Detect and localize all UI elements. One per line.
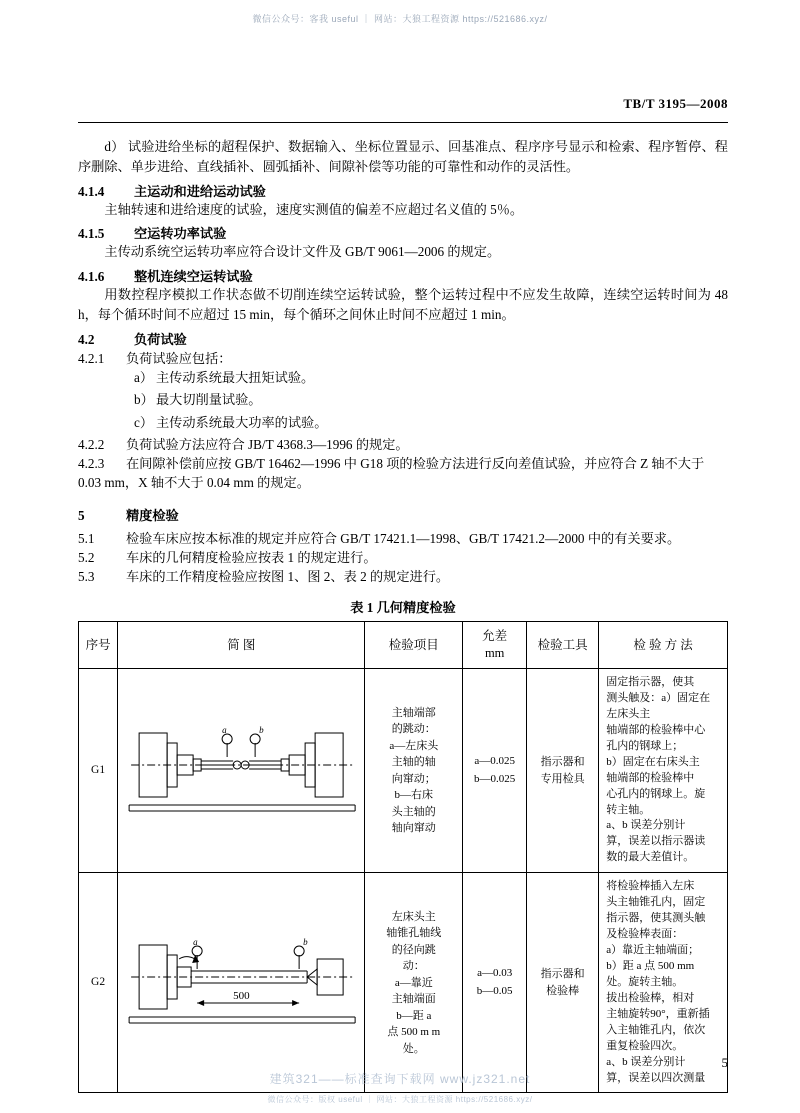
lathe-spindle-diagram-g1 xyxy=(121,681,361,861)
method-line: 算，误差以四次测量 xyxy=(606,1071,706,1084)
method-line: a）靠近主轴端面； xyxy=(606,944,700,957)
method-line: 孔内的钢球上； xyxy=(606,739,684,752)
method-line: b）距 a 点 500 mm xyxy=(606,959,695,972)
method-line: 算，误差以指示器读 xyxy=(606,835,706,848)
clause-4-1-5-heading xyxy=(78,223,728,242)
list-item-marker: c） xyxy=(134,414,154,430)
clause-4-1-6-title: 整机连续空运转试验 xyxy=(134,268,253,284)
list-item xyxy=(134,367,728,389)
clause-4-1-4-heading xyxy=(78,181,728,200)
th-tolerance xyxy=(463,622,527,669)
clause-4-1-4-title: 主运动和进给运动试验 xyxy=(134,183,266,199)
tool-line: 专用检具 xyxy=(540,772,585,785)
method-line: 数的最大差值计。 xyxy=(606,851,695,864)
row-g1-tolerance-text xyxy=(466,753,523,788)
row-g2-item xyxy=(365,873,463,1093)
item-line: 处。 xyxy=(402,1042,425,1055)
th-tolerance-line1: 允差 xyxy=(482,629,508,644)
clause-4-2-3-text: 在间隙补偿前应按 GB/T 16462—1996 中 G18 项的检验方法进行反向差值试验，并应符合 Z 轴不大于 0.03 mm，X 轴不大于 0.04 mm 的规定。 xyxy=(78,456,705,491)
row-g1-method-text xyxy=(602,671,724,870)
clause-4-1-5-title: 空运转功率试验 xyxy=(134,226,227,242)
clause-4-1-5-text: 主传动系统空运转功率应符合设计文件及 GB/T 9061—2006 的规定。 xyxy=(104,244,501,260)
th-item: 检验项目 xyxy=(365,622,463,669)
tolerance-line: b—0.025 xyxy=(474,772,516,785)
item-line: 向窜动； xyxy=(391,772,436,785)
clause-4-2-1-list xyxy=(134,367,728,434)
clause-4-1-6-heading xyxy=(78,266,728,285)
item-line: 轴锥孔轴线 xyxy=(386,927,442,940)
method-line: 主轴旋转90°，重新插 xyxy=(606,1007,710,1020)
method-line: 将检验棒插入左床 xyxy=(606,880,695,893)
item-d-paragraph: d） 试验进给坐标的超程保护、数据输入、坐标位置显示、回基准点、程序序号显示和检索、程序暂停、程序删除、单步进给、直线插补、圆弧插补、间隙补偿等功能的可靠性和动作的灵活性。 xyxy=(78,139,728,175)
list-item-marker: b） xyxy=(134,392,154,408)
row-g2-diagram-cell xyxy=(118,873,365,1093)
clause-4-1-4-number: 4.1.4 xyxy=(78,183,105,199)
watermark-bottom-secondary: 微信公众号：版权 useful ｜ 网站：大狼工程资源 https://521686.xyz/ xyxy=(267,1095,533,1104)
list-item-marker: a） xyxy=(134,369,154,385)
method-line: 转主轴。 xyxy=(606,803,651,816)
clause-5-1-text: 检验车床应按本标准的规定并应符合 GB/T 17421.1—1998、GB/T 17421.2—2000 中的有关要求。 xyxy=(126,531,681,547)
tolerance-line: a—0.03 xyxy=(477,967,513,980)
clause-4-1-5-number: 4.1.5 xyxy=(78,226,105,242)
th-tolerance-line2: mm xyxy=(484,646,505,661)
row-g1-tool xyxy=(527,669,599,873)
page-content xyxy=(78,96,728,1093)
item-line: b—右床 xyxy=(394,789,434,802)
item-line: 左床头主 xyxy=(391,910,436,923)
clause-4-2-heading xyxy=(78,329,728,348)
row-g2-tolerance xyxy=(463,873,527,1093)
header-rule xyxy=(78,122,728,123)
method-line: a、b 误差分别计 xyxy=(606,819,686,832)
diagram-label-b: b xyxy=(303,936,308,947)
geometric-accuracy-table xyxy=(78,621,728,1093)
clause-4-2-3-line xyxy=(78,453,728,491)
clause-4-2-1-number: 4.2.1 xyxy=(78,350,105,366)
row-g1-item xyxy=(365,669,463,873)
row-g1-tolerance xyxy=(463,669,527,873)
item-line: 的径向跳 xyxy=(391,943,436,956)
diagram-label-a: a xyxy=(222,724,227,735)
method-line: 重复检验四次。 xyxy=(606,1039,684,1052)
watermark-bottom: 建筑321——标准查询下载网 www.jz321.net xyxy=(269,1072,531,1086)
list-item-text: 最大切削量试验。 xyxy=(156,392,262,408)
diagram-label-b: b xyxy=(259,724,264,735)
method-line: 轴端部的检验棒中心 xyxy=(606,723,706,736)
clause-5-3-number: 5.3 xyxy=(78,569,95,585)
clause-4-2-title: 负荷试验 xyxy=(134,331,187,347)
clause-4-2-2-line xyxy=(78,434,728,453)
clause-4-2-2-number: 4.2.2 xyxy=(78,437,105,453)
section-5-title: 精度检验 xyxy=(126,508,179,524)
method-line: 指示器，使其测头触 xyxy=(606,912,706,925)
row-g1-method xyxy=(599,669,728,873)
row-g1-serial: G1 xyxy=(79,669,118,873)
item-line: 动： xyxy=(402,960,425,973)
row-g2-item-text xyxy=(368,909,459,1058)
clause-5-3-line xyxy=(78,566,728,585)
clause-5-3-text: 车床的工作精度检验应按图 1、图 2、表 2 的规定进行。 xyxy=(126,569,450,585)
row-g2-method-text xyxy=(602,875,724,1090)
tolerance-line: a—0.025 xyxy=(474,755,515,768)
clause-4-2-2-text: 负荷试验方法应符合 JB/T 4368.3—1996 的规定。 xyxy=(126,437,409,453)
method-line: b）固定在右床头主 xyxy=(606,755,700,768)
list-item xyxy=(134,389,728,411)
lathe-spindle-diagram-g2 xyxy=(121,893,361,1073)
row-g2-tool xyxy=(527,873,599,1093)
method-line: 轴端部的检验棒中 xyxy=(606,771,695,784)
table-header-row xyxy=(79,622,728,669)
list-item-text: 主传动系统最大功率的试验。 xyxy=(156,414,328,430)
clause-4-2-1-text: 负荷试验应包括： xyxy=(126,350,232,366)
tolerance-line: b—0.05 xyxy=(476,984,513,997)
clause-5-1-number: 5.1 xyxy=(78,531,95,547)
clause-5-2-number: 5.2 xyxy=(78,550,95,566)
item-line: 点 500 m m xyxy=(387,1026,441,1039)
th-diagram: 简 图 xyxy=(118,622,365,669)
row-g2-serial: G2 xyxy=(79,873,118,1093)
section-5-heading xyxy=(78,505,728,524)
diagram-label-a: a xyxy=(193,936,198,947)
clause-4-1-4-text: 主轴转速和进给速度的试验，速度实测值的偏差不应超过名义值的 5％。 xyxy=(104,201,524,217)
row-g2-tolerance-text xyxy=(466,965,523,1000)
table-row xyxy=(79,873,728,1093)
th-tool: 检验工具 xyxy=(527,622,599,669)
method-line: 头主轴锥孔内，固定 xyxy=(606,896,706,909)
row-g2-tool-text xyxy=(530,966,595,999)
clause-4-2-3-number: 4.2.3 xyxy=(78,456,105,472)
item-line: 主轴的轴 xyxy=(391,756,436,769)
clause-4-1-6-text: 用数控程序模拟工作状态做不切削连续空运转试验，整个运转过程中不应发生故障，连续空运转时间为 48 h，每个循环时间不应超过 15 min，每个循环之间休止时间不应超过 1 min。 xyxy=(78,286,728,323)
standard-number: TB/T 3195—2008 xyxy=(623,96,728,111)
method-line: 固定指示器，使其 xyxy=(606,676,695,689)
tool-line: 指示器和 xyxy=(540,968,585,981)
method-line: 测头触及：a）固定在左床头主 xyxy=(606,691,711,720)
item-line: 的跳动： xyxy=(391,723,436,736)
method-line: 及检验棒表面： xyxy=(606,928,684,941)
item-line: 主轴端面 xyxy=(391,993,436,1006)
method-line: a、b 误差分别计 xyxy=(606,1055,686,1068)
table-row xyxy=(79,669,728,873)
watermark-top: 微信公众号：客我 useful ｜ 网站：大狼工程资源 https://521686.xyz/ xyxy=(252,14,548,24)
th-method: 检 验 方 法 xyxy=(599,622,728,669)
clause-4-2-1-line xyxy=(78,348,728,367)
item-line: 头主轴的 xyxy=(391,805,436,818)
method-line: 心孔内的钢球上。旋 xyxy=(606,787,706,800)
clause-5-2-text: 车床的几何精度检验应按表 1 的规定进行。 xyxy=(126,550,377,566)
table-caption: 表 1 几何精度检验 xyxy=(350,600,456,616)
row-g1-diagram-cell xyxy=(118,669,365,873)
list-item xyxy=(134,412,728,434)
item-line: a—靠近 xyxy=(394,976,433,989)
row-g2-method xyxy=(599,873,728,1093)
clause-5-1-line xyxy=(78,528,728,547)
diagram-dimension-500: 500 xyxy=(233,989,250,1002)
clause-4-1-6-number: 4.1.6 xyxy=(78,268,105,284)
method-line: 拔出检验棒，相对 xyxy=(606,991,695,1004)
item-line: a—左床头 xyxy=(389,739,439,752)
section-5-number: 5 xyxy=(78,508,85,524)
clause-5-2-line xyxy=(78,547,728,566)
tool-line: 检验棒 xyxy=(546,984,580,997)
page-number: 5 xyxy=(721,1055,728,1070)
item-line: 轴向窜动 xyxy=(391,822,436,835)
item-line: b—距 a xyxy=(396,1009,432,1022)
tool-line: 指示器和 xyxy=(540,756,585,769)
row-g1-item-text xyxy=(368,705,459,837)
row-g1-tool-text xyxy=(530,754,595,787)
method-line: 入主轴锥孔内，依次 xyxy=(606,1023,706,1036)
item-line: 主轴端部 xyxy=(391,706,436,719)
method-line: 处。旋转主轴。 xyxy=(606,975,684,988)
clause-4-2-number: 4.2 xyxy=(78,331,95,347)
list-item-text: 主传动系统最大扭矩试验。 xyxy=(156,369,315,385)
th-serial: 序号 xyxy=(79,622,118,669)
